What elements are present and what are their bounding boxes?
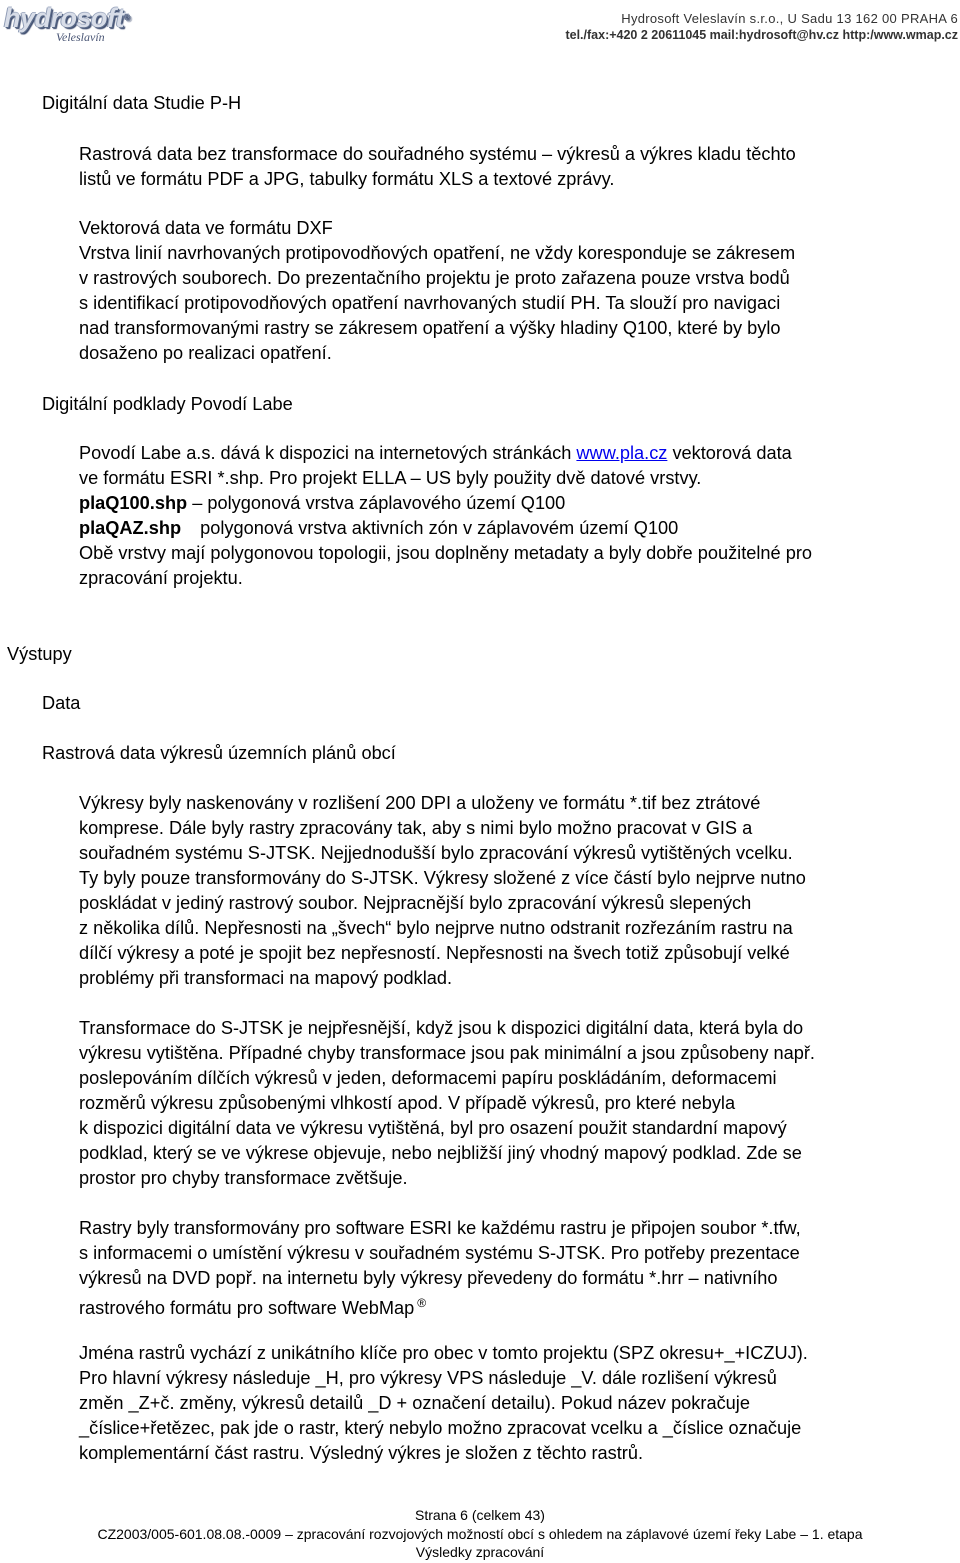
text-line: rozměrů výkresu způsobenými vlhkostí apod. V případě výkresů, pro které nebyla [79, 1093, 736, 1113]
text-line: Ty byly pouze transformovány do S-JTSK. Výkresy složené z více částí bylo nejprve nutno [79, 868, 806, 888]
subheading-raster-data: Rastrová data výkresů územních plánů obcí [42, 743, 396, 763]
text-line: nad transformovanými rastry se zákresem opatření a výšky hladiny Q100, které by bylo [79, 318, 781, 338]
layer-item [79, 516, 678, 541]
text-line: změn _Z+č. změny, výkresů detailů _D + označení detailu). Pokud název pokračuje [79, 1393, 750, 1413]
layer-name: plaQAZ.shp [79, 518, 182, 538]
section-title: Výsledky zpracování [415, 1544, 545, 1560]
text-line: _číslice+řetězec, pak jde o rastr, který nebylo možno zpracovat vcelku a _číslice označuje [79, 1418, 802, 1438]
text-line: s informacemi o umístění výkresu v souřadném systému S-JTSK. Pro potřeby prezentace [79, 1243, 800, 1263]
page-number: Strana 6 (celkem 43) [415, 1507, 545, 1523]
layer-item [79, 491, 565, 516]
text-span: vektorová data [667, 443, 792, 463]
company-logo [4, 3, 130, 46]
text-line: listů ve formátu PDF a JPG, tabulky formátu XLS a textové zprávy. [79, 169, 615, 189]
text-line: poslepováním dílčích výkresů v jeden, deformacemi papíru poskládáním, deformacemi [79, 1068, 777, 1088]
text-line: poskládat v jediný rastrový soubor. Nejpracnější bylo zpracování výkresů slepených [79, 893, 752, 913]
text-line: souřadném systému S-JTSK. Nejjednodušší bylo zpracování výkresů vytištěných vcelku. [79, 843, 793, 863]
text-line: z několika dílů. Nepřesnosti na „švech“ bylo nejprve nutno odstranit rozřezáním rastru na [79, 918, 793, 938]
text-line: Výkresy byly naskenovány v rozlišení 200 DPI a uloženy ve formátu *.tif bez ztrátové [79, 793, 761, 813]
text-line: v rastrových souborech. Do prezentačního projektu je proto zařazena pouze vrstva bodů [79, 268, 790, 288]
text-line: dílčí výkresy a poté je spojit bez nepřesností. Nepřesnosti na švech totiž způsobují velké [79, 943, 790, 963]
text-line: s identifikací protipovodňových opatření navrhovaných studií PH. Ta slouží pro navigaci [79, 293, 781, 313]
logo-subtitle: Veleslavín [56, 30, 105, 44]
text-span: Povodí Labe a.s. dává k dispozici na internetových stránkách [79, 443, 577, 463]
heading-digital-data: Digitální data Studie P-H [42, 93, 242, 113]
heading-povodi-labe: Digitální podklady Povodí Labe [42, 394, 293, 414]
company-contact: tel./fax:+420 2 20611045 mail:hydrosoft@hv.cz http:/www.wmap.cz [565, 28, 958, 42]
text-line: Transformace do S-JTSK je nejpřesnější, když jsou k dispozici digitální data, která byla do [79, 1018, 804, 1038]
subheading-data: Data [42, 693, 81, 713]
company-address: Hydrosoft Veleslavín s.r.o., U Sadu 13 162 00 PRAHA 6 [621, 11, 958, 26]
text-line: k dispozici digitální data ve výkresu vytištěná, byl pro osazení použit standardní mapový [79, 1118, 787, 1138]
registered-mark: ® [417, 1296, 427, 1310]
pla-link[interactable]: www.pla.cz [576, 443, 668, 463]
text-line: zpracování projektu. [79, 568, 243, 588]
text-line: problémy při transformaci na mapový podklad. [79, 968, 453, 988]
text-line: komprese. Dále byly rastry zpracovány tak, aby s nimi bylo možno pracovat v GIS a [79, 818, 753, 838]
text-line: Obě vrstvy mají polygonovou topologii, jsou doplněny metadaty a byly dobře použitelné pro [79, 543, 812, 563]
text-line: podklad, který se ve výkrese objevuje, nebo nejbližší jiný vhodný mapový podklad. Zde se [79, 1143, 802, 1163]
text-line: komplementární část rastru. Výsledný výkres je složen z těchto rastrů. [79, 1443, 644, 1463]
text-line: Vrstva linií navrhovaných protipovodňových opatření, ne vždy koresponduje se zákresem [79, 243, 796, 263]
project-title: CZ2003/005-601.08.08.-0009 – zpracování rozvojových možností obcí s ohledem na záplavové území řeky Labe – 1. etapa [97, 1526, 863, 1542]
text-line [79, 441, 792, 466]
layer-description: polygonová vrstva aktivních zón v záplavovém území Q100 [195, 518, 679, 538]
text-line: výkresů na DVD popř. na internetu byly výkresy převedeny do formátu *.hrr – nativního [79, 1268, 778, 1288]
text-line: výkresu vytištěna. Případné chyby transformace jsou pak minimální a jsou způsobeny např. [79, 1043, 815, 1063]
text-line: Rastry byly transformovány pro software ESRI ke každému rastru je připojen soubor *.tfw, [79, 1218, 801, 1238]
logo-text: hydrosoft® [4, 3, 130, 33]
text-line: Jména rastrů vychází z unikátního klíče pro obec v tomto projektu (SPZ okresu+_+ICZUJ). [79, 1343, 808, 1363]
heading-vystupy: Výstupy [7, 644, 72, 664]
text-span: rastrového formátu pro software WebMap [79, 1298, 415, 1318]
text-line [79, 1291, 426, 1321]
layer-description: – polygonová vrstva záplavového území Q100 [187, 493, 566, 513]
company-header [565, 10, 958, 44]
text-line: ve formátu ESRI *.shp. Pro projekt ELLA – US byly použity dvě datové vrstvy. [79, 468, 702, 488]
text-line: Rastrová data bez transformace do souřadného systému – výkresů a výkres kladu těchto [79, 144, 796, 164]
text-line: Pro hlavní výkresy následuje _H, pro výkresy VPS následuje _V. dále rozlišení výkresů [79, 1368, 777, 1388]
text-line: dosaženo po realizaci opatření. [79, 343, 332, 363]
text-line: prostor pro chyby transformace zvětšuje. [79, 1168, 408, 1188]
layer-name: plaQ100.shp [79, 493, 188, 513]
text-line: Vektorová data ve formátu DXF [79, 218, 333, 238]
